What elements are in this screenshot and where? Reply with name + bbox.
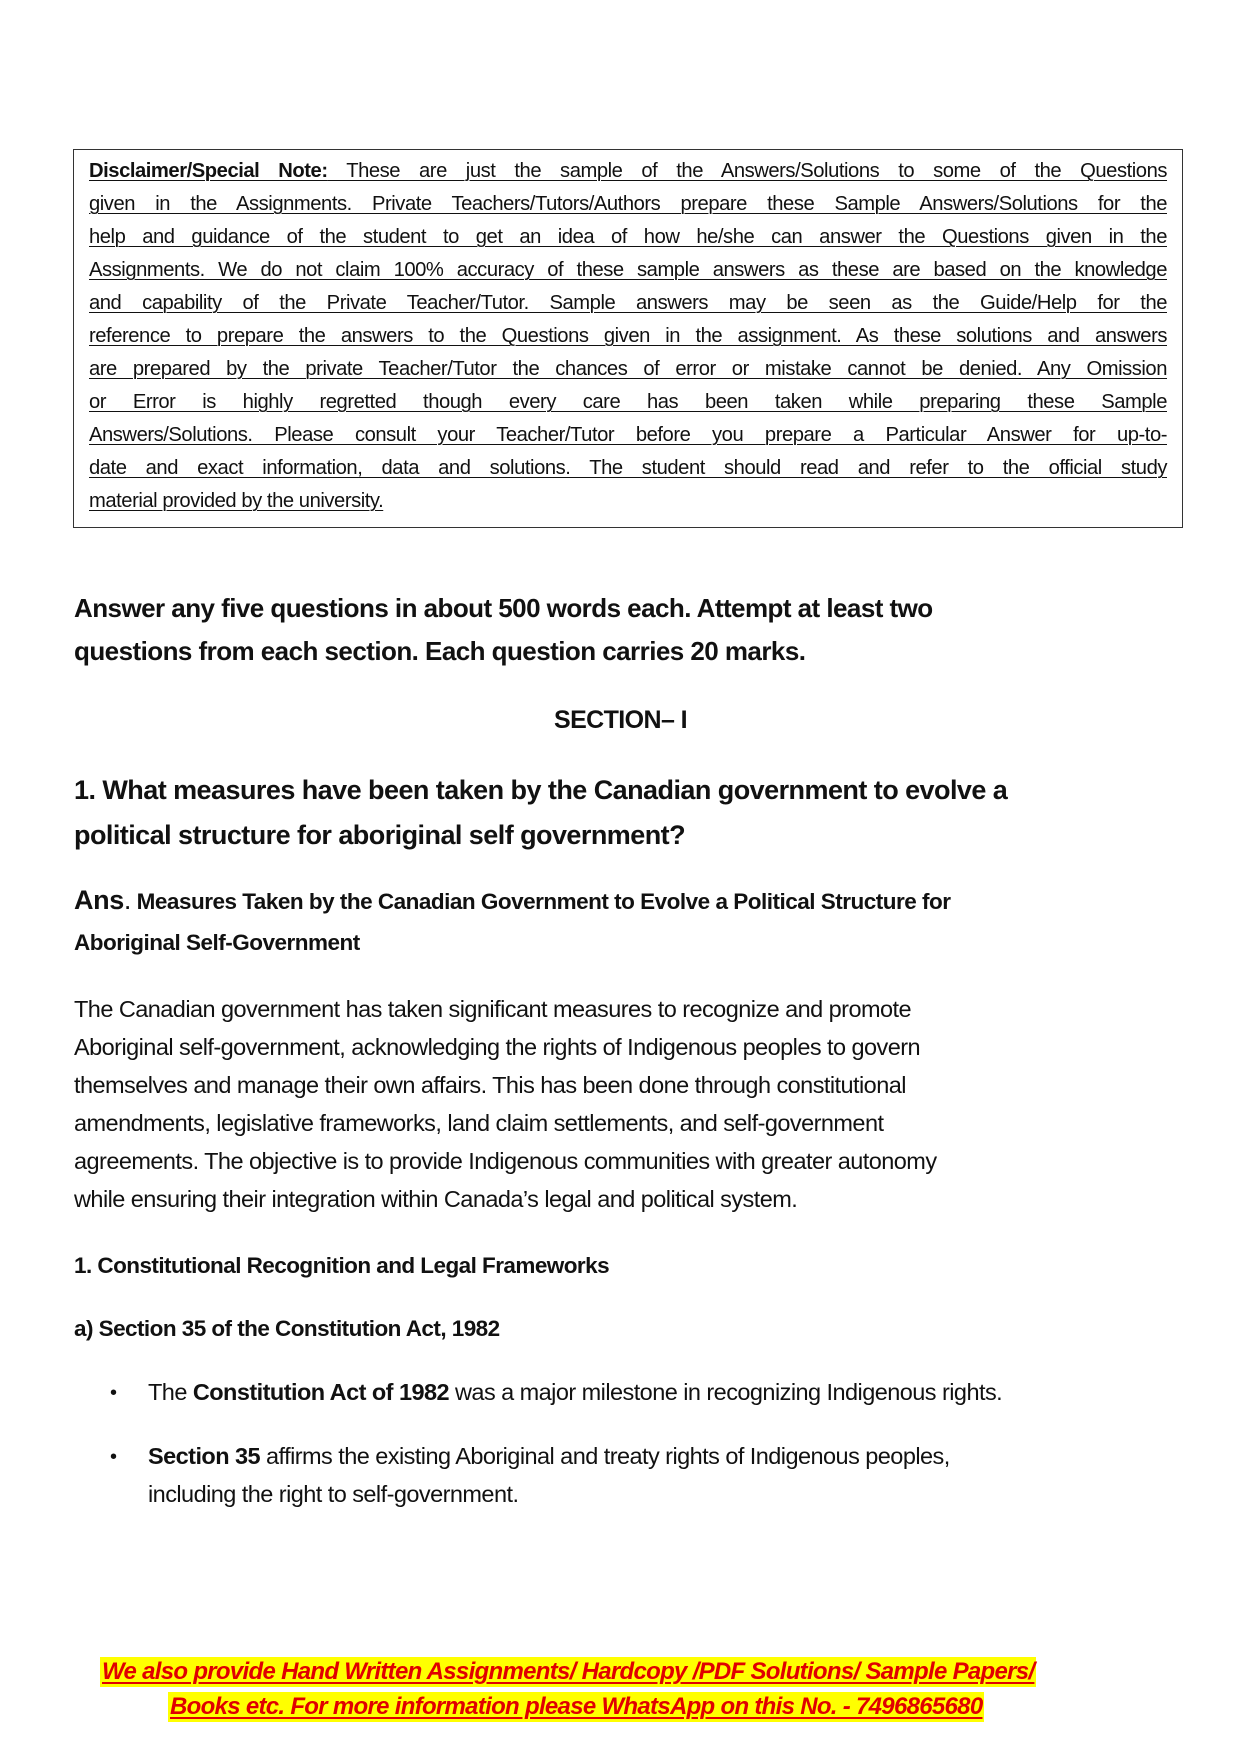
subheading-a: a) Section 35 of the Constitution Act, 1982 <box>74 1316 500 1341</box>
paragraph-line: The Canadian government has taken significant measures to recognize and promote <box>74 996 912 1022</box>
paragraph-line: amendments, legislative frameworks, land claim settlements, and self-government <box>74 1110 884 1136</box>
disclaimer-line: date and exact information, data and solutions. The student should read and refer to the official study <box>89 457 1167 479</box>
disclaimer-line: or Error is highly regretted though every care has been taken while preparing these Sample <box>89 391 1167 413</box>
bullet-item-continuation: including the right to self-government. <box>148 1481 519 1507</box>
disclaimer-line: help and guidance of the student to get an idea of how he/she can answer the Questions given in the <box>89 226 1167 248</box>
heading-1: 1. Constitutional Recognition and Legal Frameworks <box>74 1253 610 1278</box>
bullet-item: Section 35 affirms the existing Aboriginal and treaty rights of Indigenous peoples, <box>148 1443 950 1469</box>
disclaimer-box <box>73 149 1183 528</box>
footer-promo-line: We also provide Hand Written Assignments/ Hardcopy /PDF Solutions/ Sample Papers/ <box>102 1658 1035 1685</box>
paragraph-line: while ensuring their integration within Canada’s legal and political system. <box>74 1186 798 1212</box>
disclaimer-line: reference to prepare the answers to the Questions given in the assignment. As these solutions and answers <box>89 325 1167 347</box>
disclaimer-line: Assignments. We do not claim 100% accuracy of these sample answers as these are based on the knowledge <box>89 259 1167 281</box>
bullet-icon: • <box>110 1446 118 1468</box>
disclaimer-line: are prepared by the private Teacher/Tutor the chances of error or mistake cannot be denied. Any Omission <box>89 358 1167 380</box>
paragraph-line: themselves and manage their own affairs. This has been done through constitutional <box>74 1072 906 1098</box>
question-line: 1. What measures have been taken by the Canadian government to evolve a <box>74 775 1008 805</box>
bullet-icon: • <box>110 1382 118 1404</box>
disclaimer-line: material provided by the university. <box>89 490 384 512</box>
paragraph-line: agreements. The objective is to provide Indigenous communities with greater autonomy <box>74 1148 937 1174</box>
disclaimer-line: Disclaimer/Special Note: These are just the sample of the Answers/Solutions to some of the Questions <box>89 160 1168 182</box>
disclaimer-line: Answers/Solutions. Please consult your Teacher/Tutor before you prepare a Particular Answer for up-to- <box>89 424 1167 446</box>
question-line: political structure for aboriginal self government? <box>74 820 686 850</box>
disclaimer-label: Disclaimer/Special Note: <box>89 160 328 182</box>
paragraph-line: Aboriginal self-government, acknowledging the rights of Indigenous peoples to govern <box>74 1034 921 1060</box>
bullet-item: The Constitution Act of 1982 was a major milestone in recognizing Indigenous rights. <box>148 1379 1003 1405</box>
section-title: SECTION– I <box>554 706 687 734</box>
disclaimer-line: given in the Assignments. Private Teachers/Tutors/Authors prepare these Sample Answers/Solutions for the <box>89 193 1167 215</box>
instructions-line: Answer any five questions in about 500 words each. Attempt at least two <box>74 593 933 623</box>
instructions-line: questions from each section. Each question carries 20 marks. <box>74 636 806 666</box>
footer-promo-line: Books etc. For more information please WhatsApp on this No. - 7496865680 <box>170 1693 983 1720</box>
answer-title-line: Ans. Measures Taken by the Canadian Government to Evolve a Political Structure for <box>74 885 951 915</box>
answer-title-line: Aboriginal Self-Government <box>74 930 360 955</box>
disclaimer-line: and capability of the Private Teacher/Tutor. Sample answers may be seen as the Guide/Help for the <box>89 292 1167 314</box>
answer-prefix: Ans. <box>74 885 131 915</box>
